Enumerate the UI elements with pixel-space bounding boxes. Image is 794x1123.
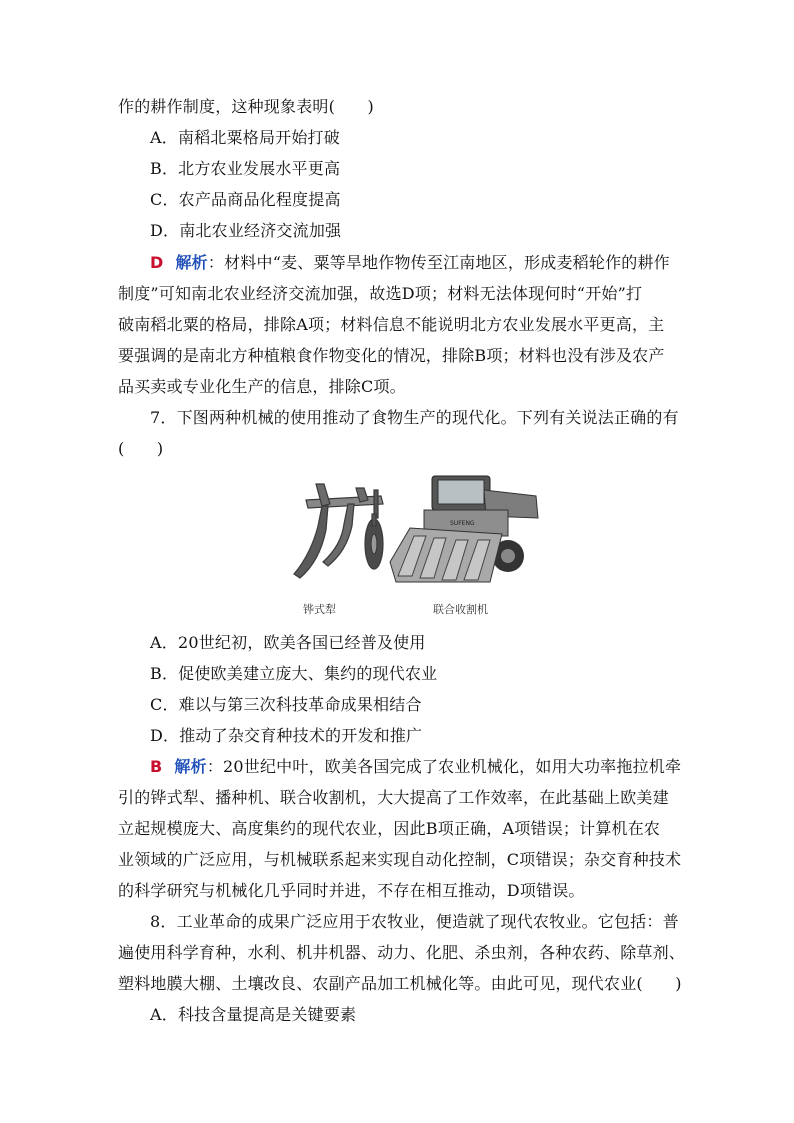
- q7-explanation-line-1: [150, 757, 682, 777]
- q6-option-c: C．农产品商品化程度提高: [150, 190, 341, 209]
- q7-jiexi-label: 解析: [174, 757, 207, 776]
- question-6-stem-end: 作的耕作制度，这种现象表明( ): [118, 97, 374, 116]
- q7-option-a: A．20世纪初，欧美各国已经普及使用: [150, 633, 426, 652]
- caption-combine-harvester: 联合收割机: [433, 603, 488, 616]
- q6-explanation-line-3: 破南稻北粟的格局，排除A项；材料信息不能说明北方农业发展水平更高，主: [118, 315, 665, 334]
- q6-explanation-line-5: 品买卖或专业化生产的信息，排除C项。: [118, 377, 406, 396]
- q6-option-a: A．南稻北粟格局开始打破: [150, 128, 340, 147]
- q6-option-d: D．南北农业经济交流加强: [150, 221, 342, 240]
- q7-option-d: D．推动了杂交育种技术的开发和推广: [150, 726, 423, 745]
- q7-explanation-line-4: 业领域的广泛应用，与机械联系起来实现自动化控制，C项错误；杂交育种技术: [118, 850, 682, 869]
- machinery-figure: [286, 470, 552, 592]
- caption-plough: 铧式犁: [303, 603, 336, 616]
- q7-option-c: C．难以与第三次科技革命成果相结合: [150, 695, 422, 714]
- q7-explanation-line-2: 引的铧式犁、播种机、联合收割机，大大提高了工作效率，在此基础上欧美建: [118, 788, 669, 807]
- q7-explanation-line-3: 立起规模庞大、高度集约的现代农业，因此B项正确，A项错误；计算机在农: [118, 819, 661, 838]
- q6-explanation-line-2: 制度”可知南北农业经济交流加强，故选D项；材料无法体现何时“开始”打: [118, 284, 643, 303]
- q6-explanation-line-1: [150, 253, 678, 273]
- q6-explanation-line-4: 要强调的是南北方种植粮食作物变化的情况，排除B项；材料也没有涉及农产: [118, 346, 665, 365]
- q6-jiexi-label: 解析: [175, 253, 208, 272]
- q8-option-a: A．科技含量提高是关键要素: [150, 1005, 357, 1024]
- q7-explanation-text: ：20世纪中叶，欧美各国完成了农业机械化，如用大功率拖拉机牵: [206, 757, 682, 776]
- question-8-stem-line-3: 塑料地膜大棚、土壤改良、农副产品加工机械化等。由此可见，现代农业( ): [118, 974, 682, 993]
- combine-harvester-image: [390, 476, 538, 582]
- question-8-stem-line-2: 遍使用科学育种，水利、机井机器、动力、化肥、杀虫剂，各种农药、除草剂、: [118, 943, 686, 962]
- q6-option-b: B．北方农业发展水平更高: [150, 159, 341, 178]
- q6-explanation-text: ：材料中“麦、粟等旱地作物传至江南地区，形成麦稻轮作的耕作: [207, 253, 670, 272]
- q7-answer-letter: B: [150, 757, 163, 776]
- q7-explanation-line-5: 的科学研究与机械化几乎同时并进，不存在相互推动，D项错误。: [118, 881, 585, 900]
- question-7-stem: 7．下图两种机械的使用推动了食物生产的现代化。下列有关说法正确的有: [150, 408, 679, 427]
- question-7-stem-bracket: ( ): [118, 439, 164, 458]
- brand-label: SUFENG: [450, 520, 475, 527]
- q6-answer-letter: D: [150, 253, 164, 272]
- q7-option-b: B．促使欧美建立庞大、集约的现代农业: [150, 664, 438, 683]
- question-8-stem-line-1: 8．工业革命的成果广泛应用于农牧业，便造就了现代农牧业。它包括：普: [150, 912, 679, 931]
- machinery-illustration: [286, 470, 552, 592]
- plough-image: [294, 484, 383, 578]
